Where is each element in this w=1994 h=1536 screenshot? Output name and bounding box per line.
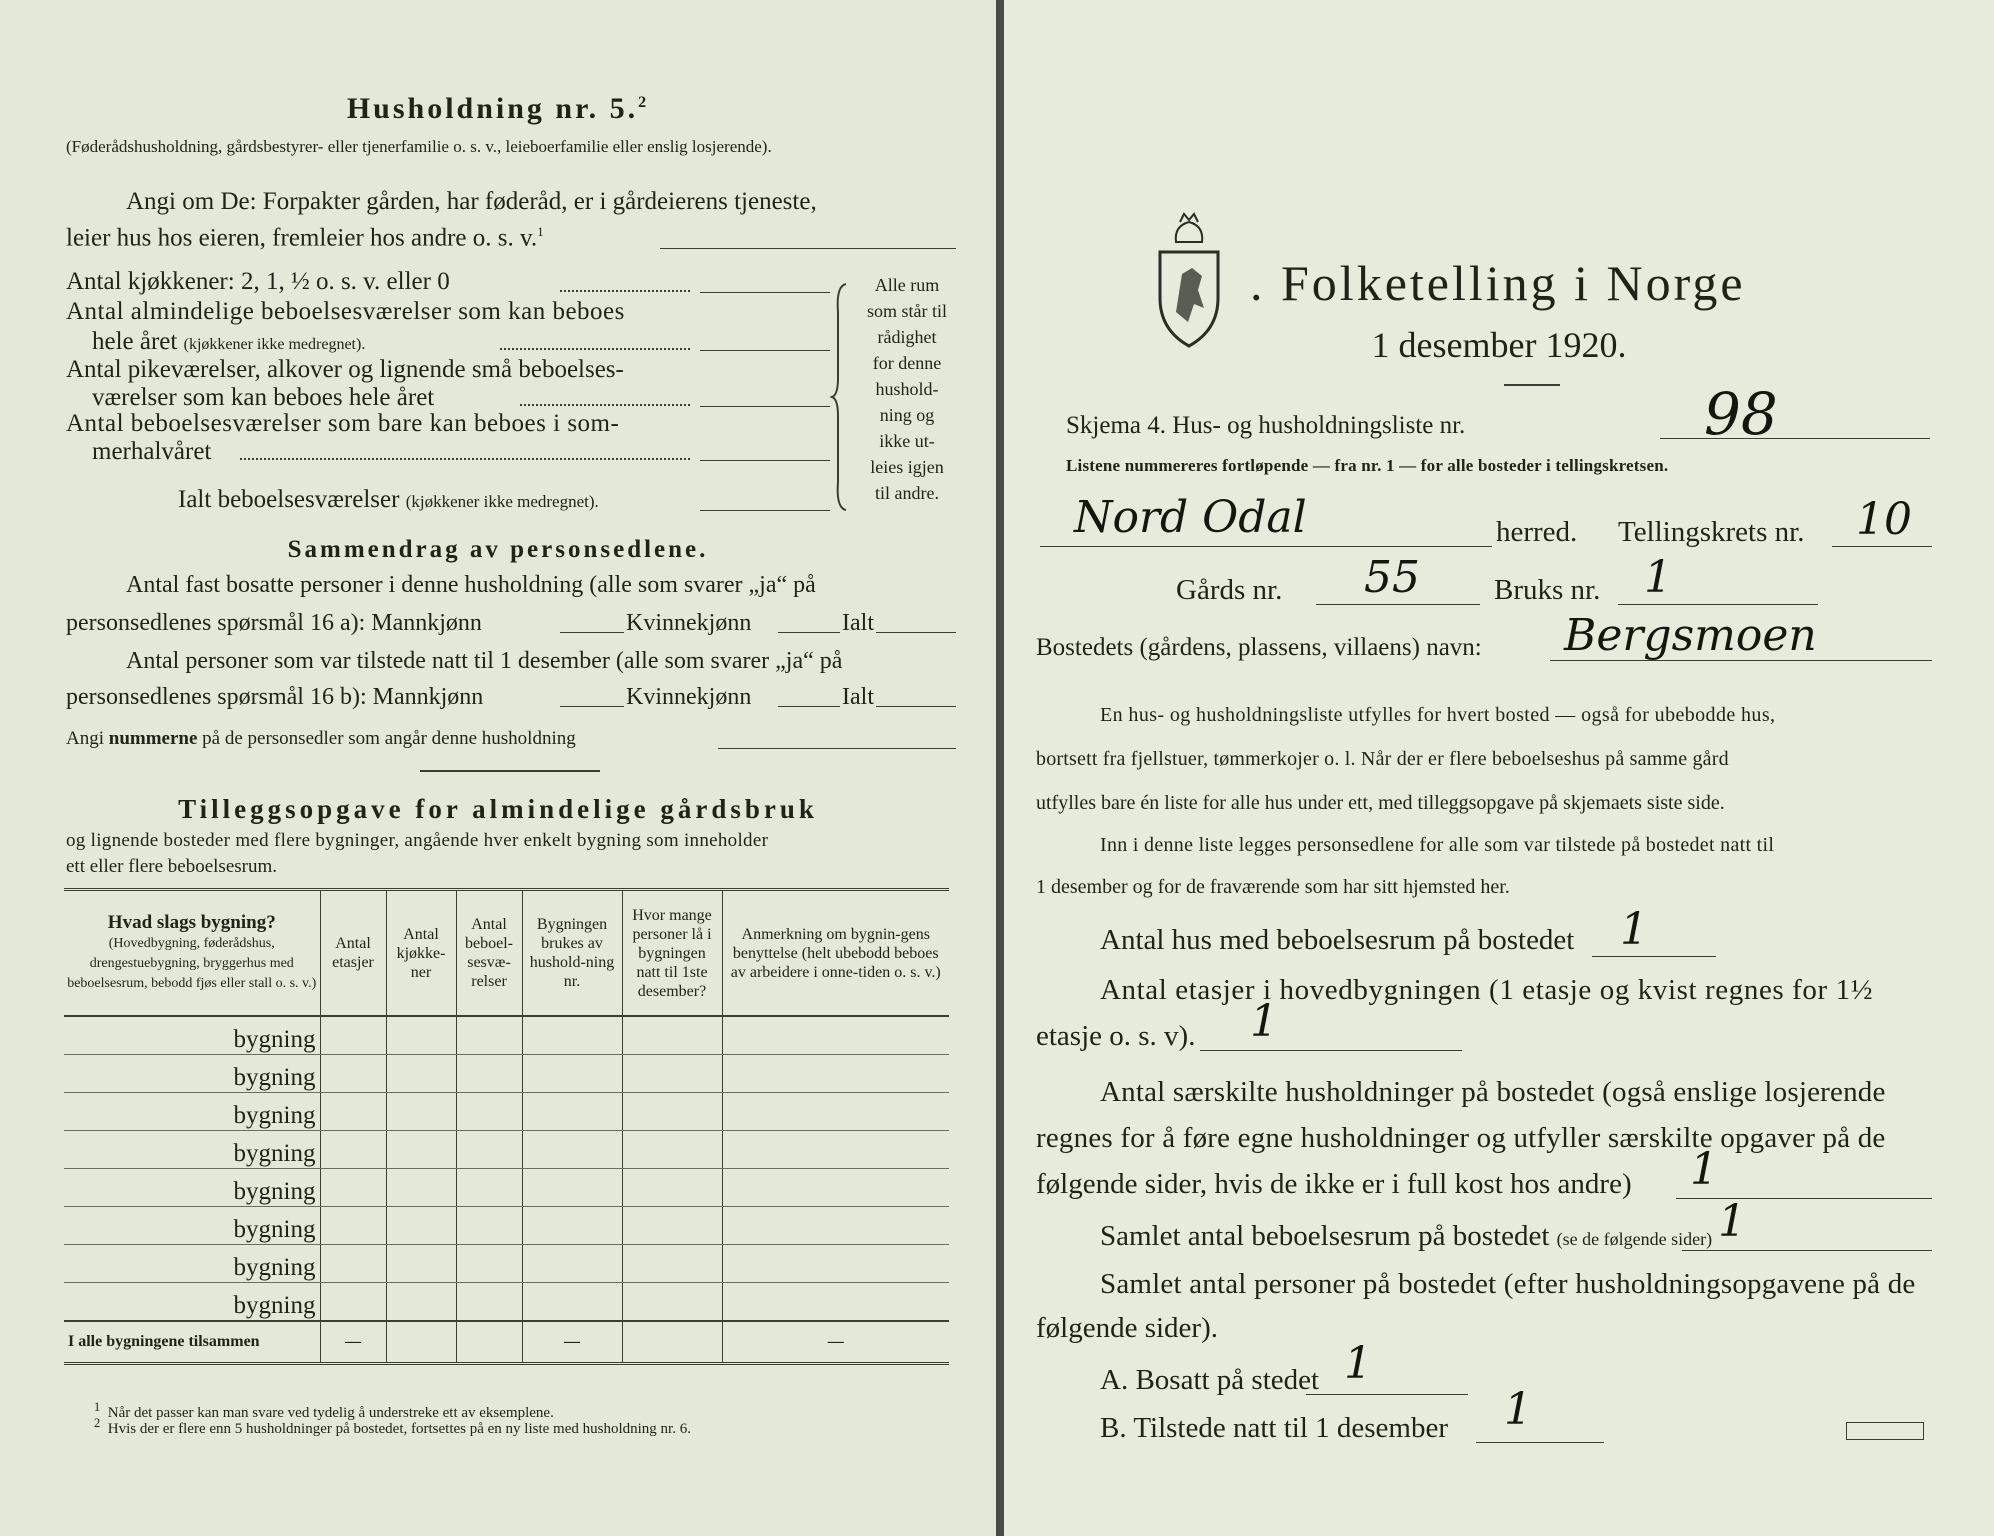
row-label: bygning [64, 1131, 320, 1169]
row-label: bygning [64, 1245, 320, 1283]
col-remarks: Anmerkning om bygnin-gens benyttelse (helt ubebodd beboes av arbeidere i onne-tiden o. s. v.) [722, 890, 949, 1017]
row-label: bygning [64, 1055, 320, 1093]
permanent-total-label: Ialt [842, 610, 874, 636]
present-female-answer[interactable] [778, 706, 840, 707]
households-line-1: Antal særskilte husholdninger på bostedet (også enslige losjerende [1100, 1076, 1886, 1108]
summer-answer[interactable] [700, 460, 830, 461]
present-line-2: personsedlenes spørsmål 16 b): Mannkjønn [66, 684, 484, 710]
numbers-answer[interactable] [718, 748, 956, 749]
supplement-sub-2: ett eller flere beboelsesrum. [66, 856, 278, 877]
col-building-type: Hvad slags bygning? (Hovedbygning, føderådshus, drengestuebygning, bryggerhus med beboelsesrum, bebodd fjøs eller stall o. s. v.) [67, 912, 317, 991]
present-line-1: Antal personer som var tilstede natt til 1 desember (alle som svarer „ja“ på [126, 648, 843, 674]
row-label: bygning [64, 1016, 320, 1055]
left-page [0, 0, 996, 1536]
permanent-female-answer[interactable] [778, 632, 840, 633]
footnote-1: $^1$ Når det passer kan man svare ved tydelig å understreke ett av eksemplene. [94, 1400, 554, 1421]
gard-value[interactable]: 55 [1364, 552, 1420, 603]
maid-rooms-line-1: Antal pikeværelser, alkover og lignende små beboelses- [66, 356, 624, 383]
present-right-line [1476, 1442, 1604, 1443]
households-line-2: regnes for å føre egne husholdninger og utfyller særskilte opgaver på de [1036, 1122, 1886, 1154]
angi-answer-line[interactable] [660, 248, 956, 249]
instruction-4: Inn i denne liste legges personsedlene for alle som var tilstede på bostedet natt til [1100, 834, 1775, 856]
summer-dots [240, 458, 690, 460]
instruction-2: bortsett fra fjellstuer, tømmerkojer o. l. Når der er flere beboelseshus på samme gård [1036, 748, 1729, 770]
section-divider [420, 770, 600, 772]
ordinary-rooms-line-2: hele året (kjøkkener ikke medregnet). [92, 328, 366, 355]
bosted-label: Bostedets (gårdens, plassens, villaens) navn: [1036, 634, 1482, 661]
bosted-value[interactable]: Bergsmoen [1564, 610, 1817, 661]
table-row[interactable] [64, 1131, 949, 1169]
houses-label: Antal hus med beboelsesrum på bostedet [1100, 924, 1575, 956]
permanent-line-1: Antal fast bosatte personer i denne husholdning (alle som svarer „ja“ på [126, 572, 816, 598]
floors-line-1: Antal etasjer i hovedbygningen (1 etasje og kvist regnes for 1½ [1100, 974, 1874, 1006]
row-label: bygning [64, 1283, 320, 1322]
ordinary-rooms-line-1: Antal almindelige beboelsesværelser som kan beboes [66, 298, 625, 325]
krets-value[interactable]: 10 [1856, 494, 1912, 545]
bruks-line [1618, 604, 1818, 605]
total-rooms-right-value[interactable]: 1 [1718, 1196, 1746, 1247]
table-row[interactable] [64, 1093, 949, 1131]
table-row[interactable] [64, 1283, 949, 1322]
krets-label: Tellingskrets nr. [1618, 516, 1805, 548]
households-value[interactable]: 1 [1690, 1144, 1718, 1195]
floors-line-2: etasje o. s. v). [1036, 1020, 1196, 1052]
permanent-female-label: Kvinnekjønn [626, 610, 752, 636]
bruks-value[interactable]: 1 [1644, 552, 1672, 603]
row-label: bygning [64, 1169, 320, 1207]
krets-line [1832, 546, 1932, 547]
numbering-note: Listene nummereres fortløpende — fra nr. 1 — for alle bosteder i tellingskretsen. [1066, 456, 1669, 475]
census-title: . Folketelling i Norge [1250, 255, 1746, 311]
numbers-label: Angi nummerne på de personsedler som angår denne husholdning [66, 728, 576, 749]
maid-dots [520, 404, 690, 406]
gard-label: Gårds nr. [1176, 574, 1283, 606]
col-floors: Antal etasjer [320, 890, 386, 1017]
present-male-answer[interactable] [560, 706, 624, 707]
present-right-label: B. Tilstede natt til 1 desember [1100, 1412, 1448, 1444]
households-line [1676, 1198, 1932, 1199]
angi-line-2: leier hus hos eieren, fremleier hos andre o. s. v.$^1$ [66, 224, 544, 252]
ordinary-answer[interactable] [700, 350, 830, 351]
table-row[interactable] [64, 1169, 949, 1207]
houses-value[interactable]: 1 [1620, 904, 1648, 955]
summer-rooms-line-2: merhalvåret [92, 438, 212, 465]
row-label: bygning [64, 1093, 320, 1131]
total-rooms-answer[interactable] [700, 510, 830, 511]
total-rooms-right-label: Samlet antal beboelsesrum på bostedet (se de følgende sider) [1100, 1220, 1713, 1252]
household-intro: (Føderådshusholdning, gårdsbestyrer- eller tjenerfamilie o. s. v., leieboerfamilie eller enslig losjerende). [66, 137, 772, 156]
schema-label: Skjema 4. Hus- og husholdningsliste nr. [1066, 412, 1466, 439]
table-row[interactable] [64, 1055, 949, 1093]
table-row[interactable] [64, 1245, 949, 1283]
bruks-label: Bruks nr. [1494, 574, 1601, 606]
total-rooms-right-line [1682, 1250, 1932, 1251]
present-female-label: Kvinnekjønn [626, 684, 752, 710]
footnote-2: $^2$ Hvis der er flere enn 5 husholdninger på bostedet, fortsettes på en ny liste med husholdning nr. 6. [94, 1416, 691, 1437]
angi-line-1: Angi om De: Forpakter gården, har føderåd, er i gårdeierens tjeneste, [126, 188, 817, 215]
col-household: Bygningen brukes av hushold-ning nr. [522, 890, 622, 1017]
resident-line [1306, 1394, 1468, 1395]
kitchens-dots [560, 290, 690, 292]
present-right-value[interactable]: 1 [1504, 1384, 1532, 1435]
printer-stamp [1846, 1422, 1924, 1440]
supplement-sub-1: og lignende bosteder med flere bygninger, angående hver enkelt bygning som inneholder [66, 830, 769, 851]
side-note: Alle rum som står til rådighet for denne hushold- ning og ikke ut- leies igjen til andre. [867, 275, 947, 503]
present-total-answer[interactable] [876, 706, 956, 707]
total-rooms-label: Ialt beboelsesværelser (kjøkkener ikke medregnet). [178, 486, 599, 513]
permanent-total-answer[interactable] [876, 632, 956, 633]
total-persons-line-2: følgende sider). [1036, 1312, 1218, 1344]
col-kitchens: Antal kjøkke-ner [386, 890, 456, 1017]
date-divider [1504, 384, 1560, 386]
households-line-3: følgende sider, hvis de ikke er i full kost hos andre) [1036, 1168, 1632, 1200]
brace-svg [830, 282, 850, 512]
herred-value[interactable]: Nord Odal [1074, 492, 1307, 543]
supplement-heading: Tilleggsopgave for almindelige gårdsbruk [178, 794, 818, 824]
schema-nr-value[interactable]: 98 [1704, 380, 1778, 448]
col-persons: Hvor mange personer lå i bygningen natt til 1ste desember? [622, 890, 722, 1017]
gutter [996, 0, 1004, 1536]
instruction-5: 1 desember og for de fraværende som har sitt hjemsted her. [1036, 876, 1510, 898]
total-row-label: I alle bygningene tilsammen [64, 1321, 320, 1364]
table-row[interactable] [64, 1016, 949, 1055]
resident-value[interactable]: 1 [1344, 1338, 1372, 1389]
total-persons-line-1: Samlet antal personer på bostedet (efter husholdningsopgavene på de [1100, 1268, 1916, 1300]
instruction-1: En hus- og husholdningsliste utfylles for hvert bosted — også for ubebodde hus, [1100, 704, 1776, 726]
total-row: I alle bygningene tilsammen — — — [64, 1321, 949, 1364]
schema-nr-line [1660, 438, 1930, 439]
resident-label: A. Bosatt på stedet [1100, 1364, 1320, 1396]
floors-value[interactable]: 1 [1250, 996, 1278, 1047]
summary-heading: Sammendrag av personsedlene. [287, 536, 709, 563]
table-row[interactable] [64, 1207, 949, 1245]
herred-label: herred. [1496, 516, 1578, 548]
summer-rooms-line-1: Antal beboelsesværelser som bare kan beboes i som- [66, 410, 620, 437]
col-rooms: Antal beboel-sesvæ-relser [456, 890, 522, 1017]
buildings-table [64, 888, 949, 1365]
instruction-3: utfylles bare én liste for alle hus under ett, med tilleggsopgave på skjemaets siste side. [1036, 792, 1725, 814]
census-date: 1 desember 1920. [1371, 325, 1627, 365]
present-total-label: Ialt [842, 684, 874, 710]
permanent-line-2: personsedlenes spørsmål 16 a): Mannkjønn [66, 610, 482, 636]
ordinary-dots [500, 348, 690, 350]
maid-answer[interactable] [700, 406, 830, 407]
gard-line [1316, 604, 1480, 605]
maid-rooms-line-2: værelser som kan beboes hele året [92, 384, 435, 411]
right-page [1004, 0, 1994, 1536]
floors-line [1200, 1050, 1462, 1051]
permanent-male-answer[interactable] [560, 632, 624, 633]
herred-line [1040, 546, 1492, 547]
row-label: bygning [64, 1207, 320, 1245]
kitchens-answer[interactable] [700, 292, 830, 293]
household-title: Husholdning nr. 5.$^2$ [346, 92, 650, 125]
kitchens-label: Antal kjøkkener: 2, 1, ½ o. s. v. eller 0 [66, 268, 450, 295]
houses-line [1592, 956, 1716, 957]
